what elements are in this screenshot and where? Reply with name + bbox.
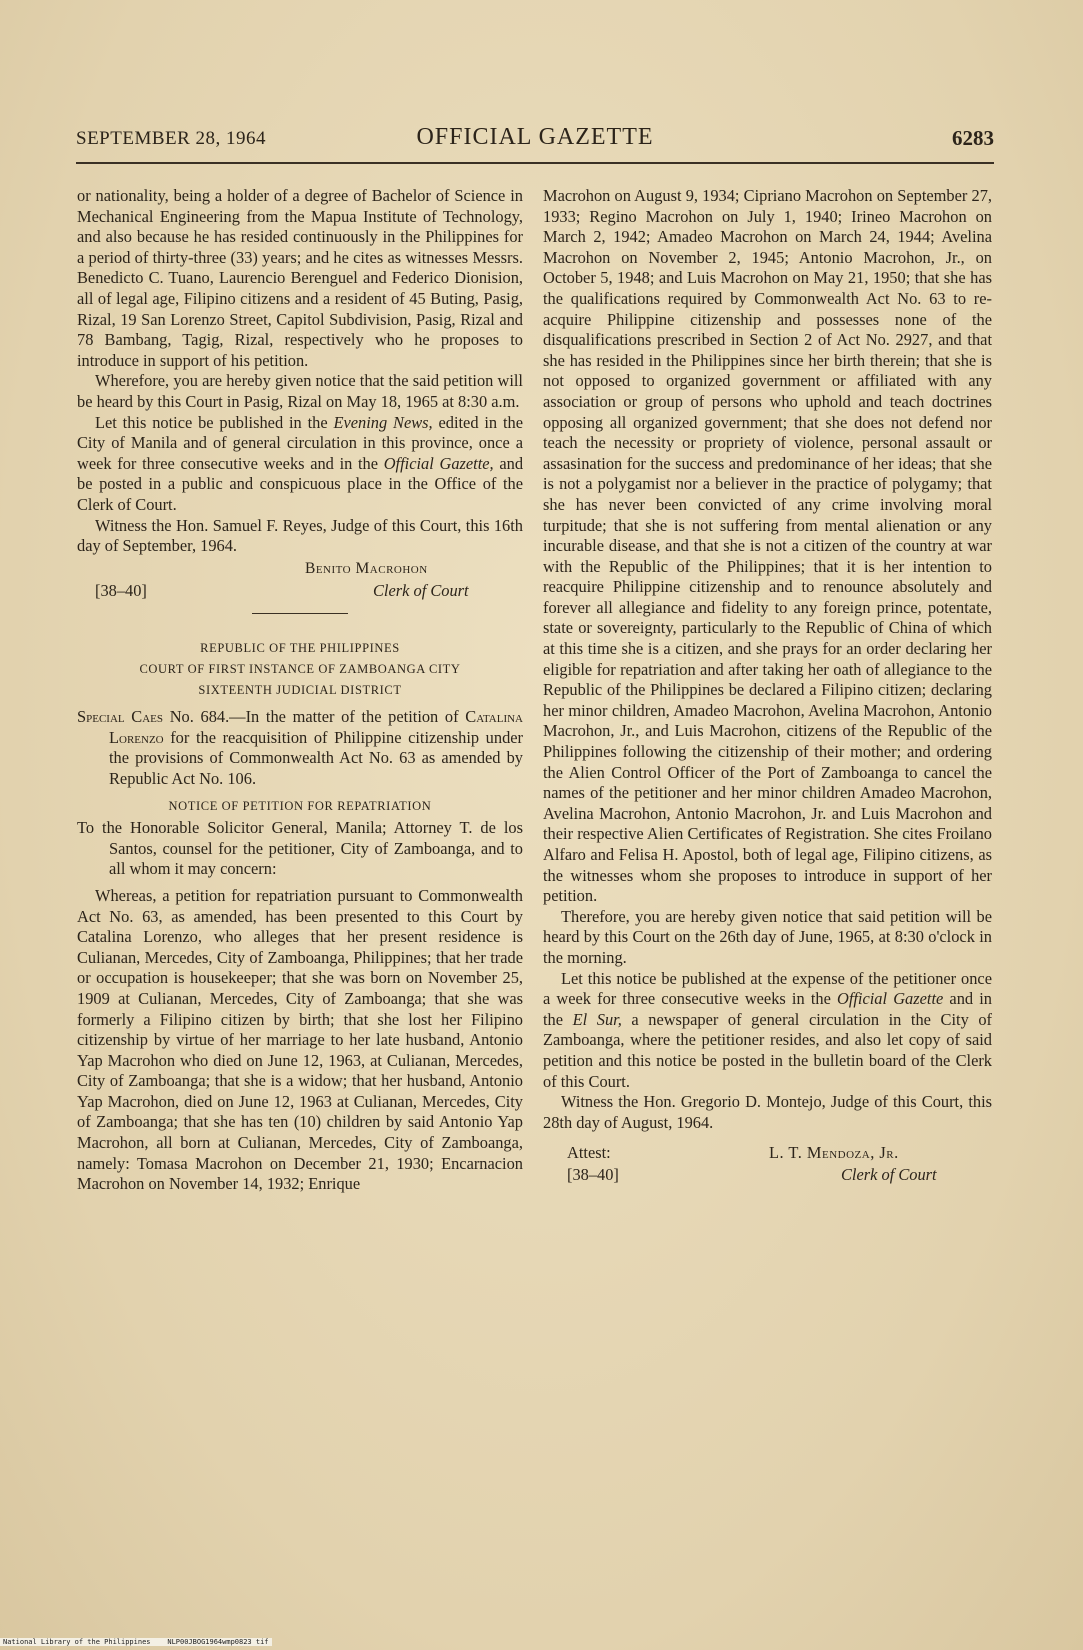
right-paragraph-4: Witness the Hon. Gregorio D. Montejo, Judge of this Court, this 28th day of August, 1964. xyxy=(543,1092,992,1132)
right-paragraph-2: Therefore, you are hereby given notice that said petition will be heard by this Court on the 26th day of June, 1965, at 8:30 o'clock in the morning. xyxy=(543,906,992,967)
left-paragraph-1: or nationality, being a holder of a degree of Bachelor of Science in Mechanical Engineering from the Mapua Institute of Technology, and also because he has resided continuously in the Philippines for a period of thirty-three (33) years; and he cites as witnesses Messrs. Benedicto C. Tuano, Laurencio Berenguel and Federico Dionision, all of legal age, Filipino citizens and a resident of 45 Buting, Pasig, Rizal, 19 San Lorenzo Street, Capitol Subdivision, Pasig, Rizal and 78 Bambang, Tagig, Rizal, respectively who he proposes to introduce in support of his petition. xyxy=(77,186,523,370)
case-petitioner: Catalina Lorenzo xyxy=(109,707,523,747)
signer-role-2: Clerk of Court xyxy=(841,1165,937,1185)
official-gazette-title: Official Gazette, xyxy=(383,453,494,473)
notice-reference-2: [38–40] xyxy=(567,1165,619,1185)
header-date: SEPTEMBER 28, 1964 xyxy=(76,128,267,149)
right-p3-text-c: a newspaper of general circulation in the City of Zamboanga, where the petitioner resides, and also let copy of said petition and this notice be posted in the bulletin board of the Clerk of this Court. xyxy=(543,1009,992,1091)
case-label: Special Caes xyxy=(77,707,164,727)
court-caption xyxy=(77,638,523,701)
attest-label: Attest: xyxy=(567,1143,611,1163)
case-text-a: No. 684.—In the matter of the petition of xyxy=(163,707,466,727)
caption-line-3: SIXTEENTH JUDICIAL DISTRICT xyxy=(198,683,402,698)
page-header xyxy=(76,124,994,156)
notice-heading: NOTICE OF PETITION FOR REPATRIATION xyxy=(168,798,432,813)
header-title: OFFICIAL GAZETTE xyxy=(416,124,654,150)
el-sur-title: El Sur, xyxy=(572,1009,622,1029)
signer-name: Benito Macrohon xyxy=(305,559,428,577)
caption-line-1: REPUBLIC OF THE PHILIPPINES xyxy=(200,641,400,656)
left-paragraph-3 xyxy=(77,413,523,516)
right-p3-text-a: Let this notice be published at the expense of the petitioner once a week for three consecutive weeks in the xyxy=(543,968,992,1009)
left-p3-text-c: and be posted in a public and conspicuous place in the Office of the Clerk of Court. xyxy=(77,453,524,514)
notice-reference: [38–40] xyxy=(95,580,147,600)
page-number: 6283 xyxy=(952,126,994,150)
right-column xyxy=(543,186,992,1187)
left-p3-text-a: Let this notice be published in the xyxy=(95,412,334,432)
caption-line-2: COURT OF FIRST INSTANCE OF ZAMBOANGA CITY xyxy=(139,662,461,677)
evening-news-title: Evening News, xyxy=(333,412,433,432)
left-signature-block xyxy=(77,557,523,601)
signer-name-2: L. T. Mendoza, Jr. xyxy=(769,1143,899,1163)
left-p3-text-b: edited in the City of Manila and of general circulation in this province, once a week for three consecutive weeks and in the xyxy=(77,412,523,473)
left-paragraph-2: Wherefore, you are hereby given notice that the said petition will be heard by this Court in Pasig, Rizal on May 18, 1965 at 8:30 a.m. xyxy=(77,371,523,411)
whereas-paragraph: Whereas, a petition for repatriation pursuant to Commonwealth Act No. 63, as amended, has been presented to this Court by Catalina Lorenzo, who alleges that her present residence is Culianan, Mercedes, City of Zamboanga, Philippines; that her trade or occupation is housekeeper; that she was born on November 25, 1909 at Culianan, Mercedes, City of Zamboanga; that she was formerly a Filipino citizen by birth; that she lost her Filipino citizenship by virtue of her marriage to her late husband, Antonio Yap Macrohon who died on June 12, 1963, at Culianan, Mercedes, City of Zamboanga; that she is a widow; that her husband, Antonio Yap Macrohon, died on June 12, 1963 at Culianan, Mercedes, City of Zamboanga; that she has ten (10) children by said Antonio Yap Macrohon, all born at Culianan, Mercedes, City of Zamboanga, namely: Tomasa Macrohon on December 21, 1930; Encarnacion Macrohon on November 14, 1932; Enrique xyxy=(77,885,523,1194)
addressee-paragraph: To the Honorable Solicitor General, Manila; Attorney T. de los Santos, counsel for the petitioner, City of Zamboanga, and to all whom it may concern: xyxy=(77,818,523,879)
section-divider xyxy=(252,613,348,615)
left-column xyxy=(77,186,523,1195)
signer-role: Clerk of Court xyxy=(373,580,469,600)
header-rule xyxy=(76,162,994,164)
right-p3-text-b: and in the xyxy=(543,989,992,1029)
right-paragraph-1: Macrohon on August 9, 1934; Cipriano Macrohon on September 27, 1933; Regino Macrohon on July 1, 1940; Irineo Macrohon on March 2, 1942; Amadeo Macrohon on March 24, 1944; Avelina Macrohon on November 2, 1945; Antonio Macrohon, Jr., on October 5, 1948; and Luis Macrohon on May 21, 1950; that she has the qualifications required by Commonwealth Act No. 63 to re-acquire Philippine citizenship and possesses none of the disqualifications prescribed in Section 2 of Act No. 2927, and that she has resided in the Philippines since her birth therein; that she is not opposed to organized government or affiliated with any association or group of persons who uphold and teach doctrines opposing all organized government; that she does not defend nor teach the necessity or propriety of violence, personal assault or assasination for the success and predominance of her ideas; that she is not a polygamist nor a believer in the practice of polygamy; that she has never been convicted of any crime involving moral turpitude; that she is not suffering from mental alienation or any incurable disease, and that she is not a citizen of the country at war with the Republic of the Philippines; that it is her intention to reacquire Philippine citizenship and to renounce absolutely and forever all allegiance and fidelity to any foreign prince, potentate, state or sovereignty, particularly to the Republic of China of which at this time she is a citizen, and she prays for an order declaring her eligible for repatriation and after taking her oath of allegiance to the Republic of the Philippines be declared a Filipino citizen; declaring her minor children, Amadeo Macrohon, Avelina Macrohon, Antonio Macrohon, Jr., and Luis Macrohon, citizens of the Republic of the Philippines following the citizenship of their mother; and ordering the Alien Control Officer of the Port of Zamboanga to cancel the names of the petitioner and her minor children Amadeo Macrohon, Avelina Macrohon, Antonio Macrohon, Jr. and Luis Macrohon and their respective Alien Certificates of Registration. She cites Froilano Alfaro and Felisa H. Apostol, both of legal age, Filipino citizens, as the witnesses whom she proposes to introduce in support of her petition. xyxy=(543,186,992,906)
scan-footer: National Library of the Philippines NLP00JBOG1964wmp0823 tif xyxy=(0,1638,272,1646)
right-signature-block xyxy=(543,1143,992,1187)
case-text-b: for the reacquisition of Philippine citizenship under the provisions of Commonwealth Act No. 63 as amended by Republic Act No. 106. xyxy=(109,727,523,788)
right-paragraph-3 xyxy=(543,969,992,1093)
official-gazette-title-2: Official Gazette xyxy=(836,989,944,1009)
case-title xyxy=(77,707,523,789)
left-paragraph-4: Witness the Hon. Samuel F. Reyes, Judge of this Court, this 16th day of September, 1964. xyxy=(77,515,523,556)
